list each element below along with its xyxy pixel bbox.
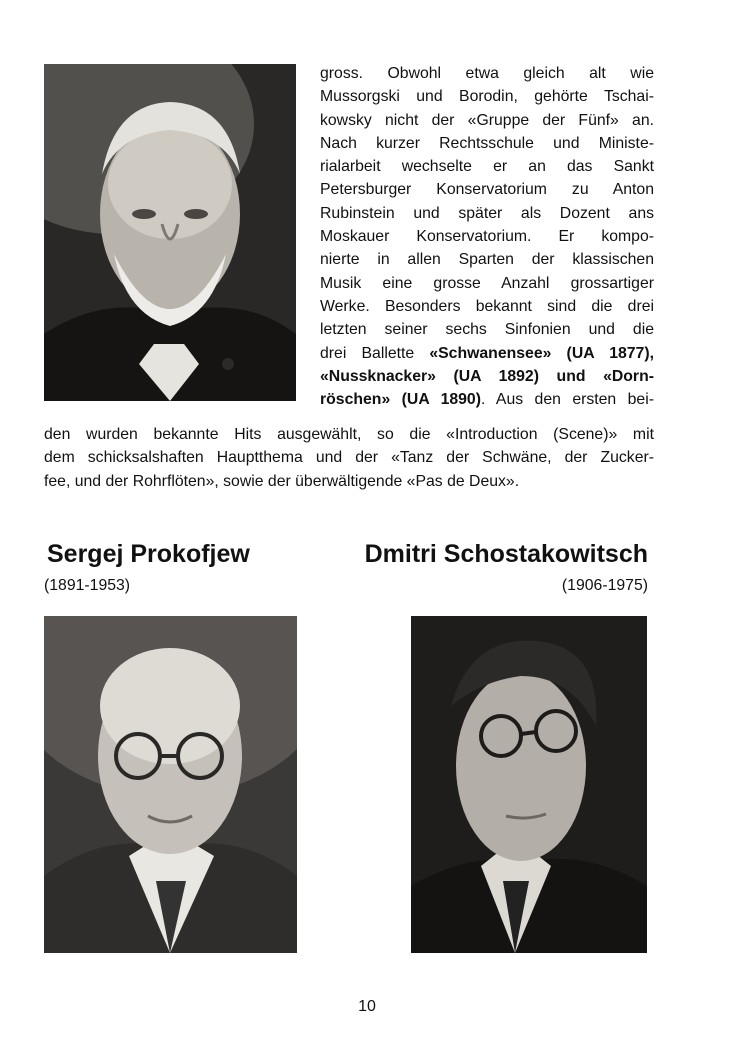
tchaikovsky-portrait-photo [44,64,296,401]
shostakovich-years: (1906-1975) [561,577,648,594]
ballet-sleeping-beauty: röschen» (UA 1890) [320,391,481,409]
text-line: nierte in allen Sparten der klassischen [320,251,654,269]
prokofiev-name-heading: Sergej Prokofjew [47,540,250,568]
text-line: gross. Obwohl etwa gleich alt wie [320,65,654,82]
text-fragment: drei Ballette [320,344,430,362]
text-line-ballets [320,365,654,388]
text-line: Musik eine grosse Anzahl grossartiger [320,274,654,292]
text-line: rialarbeit wechselte er an das Sankt [320,158,654,176]
text-line: Nach kurzer Rechtsschule und Ministe- [320,134,654,152]
ballet-nutcracker: «Nussknacker» (UA 1892) und «Dorn- [320,367,654,385]
shostakovich-name-heading: Dmitri Schostakowitsch [364,540,648,568]
tchaikovsky-text-continuation [44,423,654,493]
ballet-swan-lake: «Schwanensee» (UA 1877), [429,344,654,362]
text-line: kowsky nicht der «Gruppe der Fünf» an. [320,111,654,129]
prokofiev-portrait-photo [44,616,297,953]
tchaikovsky-text-column [320,62,654,411]
text-line: den wurden bekannte Hits ausgewählt, so die «Introduction (Scene)» mit [44,426,654,443]
text-line-ballets [320,388,654,411]
prokofiev-years: (1891-1953) [44,577,131,594]
page-number: 10 [358,998,376,1015]
text-line: fee, und der Rohrflöten», sowie der überwältigende «Pas de Deux». [44,472,520,490]
text-line-ballets [320,342,654,365]
text-line: Werke. Besonders bekannt sind die drei [320,297,654,315]
text-line: dem schicksalshaften Hauptthema und der «Tanz der Schwäne, der Zucker- [44,449,654,467]
text-line: Mussorgski und Borodin, gehörte Tschai- [320,88,654,106]
text-line: letzten seiner sechs Sinfonien und die [320,321,654,339]
text-fragment: . Aus den ersten bei- [480,391,654,409]
text-line: Moskauer Konservatorium. Er kompo- [320,228,654,246]
shostakovich-portrait-photo [411,616,647,953]
text-line: Rubinstein und später als Dozent ans [320,204,654,222]
text-line: Petersburger Konservatorium zu Anton [320,181,654,199]
